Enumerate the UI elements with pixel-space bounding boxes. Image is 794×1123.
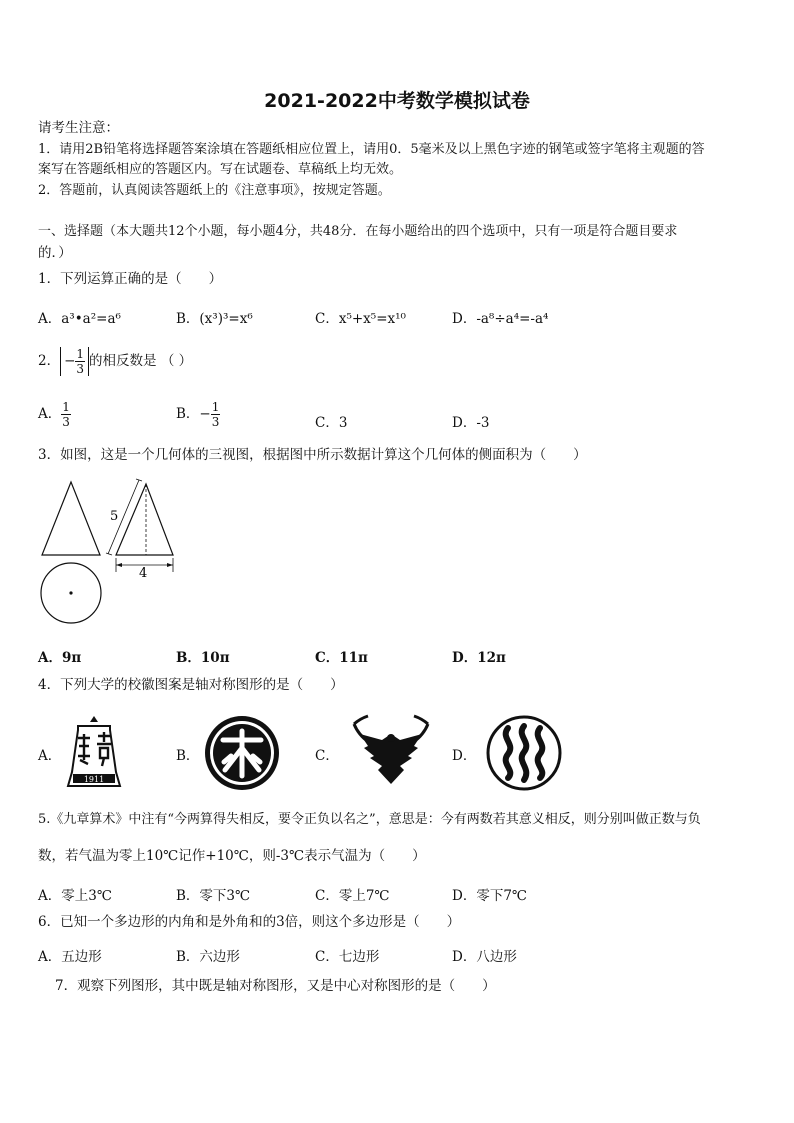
fraction-numerator: 1 bbox=[211, 400, 220, 414]
q1-option-b: B．(x³)³=x⁶ bbox=[176, 311, 253, 327]
q3-option-b: B．10π bbox=[176, 650, 230, 666]
q1-option-d: D．-a⁸÷a⁴=-a⁴ bbox=[452, 311, 549, 327]
q4-option-c-label: C． bbox=[315, 748, 339, 764]
q2-option-a-label: A． bbox=[38, 406, 62, 422]
q5-stem-line-2: 数，若气温为零上10℃记作+10℃，则-3℃表示气温为（ ） bbox=[38, 848, 426, 864]
q2-option-c: C．3 bbox=[315, 415, 348, 431]
slant-height-label: 5 bbox=[110, 509, 119, 524]
q2-number: 2． bbox=[38, 353, 61, 369]
q4-option-a-label: A． bbox=[38, 748, 62, 764]
q1-option-a: A．a³•a²=a⁶ bbox=[38, 311, 121, 327]
notice-line-3: 2．答题前，认真阅读答题纸上的《注意事项》，按规定答题。 bbox=[38, 183, 391, 198]
q6-option-c: C．七边形 bbox=[315, 949, 380, 965]
top-view bbox=[41, 563, 101, 623]
q2-stem-rest: 的相反数是 （ ） bbox=[89, 353, 193, 369]
q2-option-a-fraction bbox=[61, 400, 71, 429]
tsinghua-emblem-icon bbox=[64, 712, 124, 792]
q7-stem: 7．观察下列图形，其中既是轴对称图形，又是中心对称图形的是（ ） bbox=[55, 978, 496, 994]
q2-stem bbox=[38, 347, 192, 376]
fraction-denominator: 3 bbox=[211, 415, 220, 429]
q6-option-b: B．六边形 bbox=[176, 949, 240, 965]
fraction-denominator: 3 bbox=[62, 415, 70, 429]
q2-option-a bbox=[38, 400, 71, 429]
q6-option-a: A．五边形 bbox=[38, 949, 102, 965]
q5-stem-line-1: 5.《九章算术》中注有“今两算得失相反，要令正负以名之”，意思是：今有两数若其意义相反，则分别叫做正数与负 bbox=[38, 812, 701, 827]
q3-option-d: D．12π bbox=[452, 650, 506, 666]
q4-option-b-label: B． bbox=[176, 748, 200, 764]
q4-option-d-label: D． bbox=[452, 748, 477, 764]
q5-option-a: A．零上3℃ bbox=[38, 888, 112, 904]
q2-option-d: D．-3 bbox=[452, 415, 490, 431]
svg-text:1911: 1911 bbox=[83, 775, 105, 784]
eagle-emblem-icon bbox=[346, 712, 436, 792]
q3-option-c: C．11π bbox=[315, 650, 368, 666]
notice-line-2: 案写在答题纸相应的答题区内。写在试题卷、草稿纸上均无效。 bbox=[38, 162, 403, 177]
q2-option-b bbox=[176, 400, 220, 429]
three-views-figure bbox=[36, 472, 186, 630]
q2-fraction-denominator: 3 bbox=[76, 362, 85, 376]
peking-university-emblem-icon bbox=[203, 714, 281, 792]
q3-option-a: A．9π bbox=[38, 650, 82, 666]
q2-option-b-label: B． bbox=[176, 406, 200, 422]
wave-emblem-icon bbox=[484, 714, 564, 792]
q1-option-c: C．x⁵+x⁵=x¹⁰ bbox=[315, 311, 406, 327]
q6-option-d: D．八边形 bbox=[452, 949, 517, 965]
side-view bbox=[106, 479, 173, 581]
q1-stem: 1．下列运算正确的是（ ） bbox=[38, 271, 223, 287]
q5-option-c: C．零上7℃ bbox=[315, 888, 390, 904]
diameter-label: 4 bbox=[139, 566, 148, 581]
section-heading-line-1: 一、选择题（本大题共12个小题，每小题4分，共48分．在每小题给出的四个选项中，只有一项是符合题目要求 bbox=[38, 224, 678, 239]
q2-fraction bbox=[75, 347, 85, 376]
q4-stem: 4．下列大学的校徽图案是轴对称图形的是（ ） bbox=[38, 677, 344, 693]
fraction-numerator: 1 bbox=[62, 400, 70, 414]
absolute-value-expression bbox=[60, 347, 89, 376]
page-title: 2021-2022中考数学模拟试卷 bbox=[264, 90, 530, 112]
q6-stem: 6．已知一个多边形的内角和是外角和的3倍，则这个多边形是（ ） bbox=[38, 914, 461, 930]
q3-stem: 3．如图，这是一个几何体的三视图，根据图中所示数据计算这个几何体的侧面积为（ ） bbox=[38, 447, 587, 463]
q5-option-b: B．零下3℃ bbox=[176, 888, 251, 904]
front-view bbox=[42, 482, 100, 555]
q5-option-d: D．零下7℃ bbox=[452, 888, 528, 904]
q2-option-b-sign: − bbox=[199, 406, 211, 422]
notice-heading: 请考生注意： bbox=[38, 120, 119, 136]
q2-option-b-fraction bbox=[211, 400, 221, 429]
q2-negative-sign: − bbox=[64, 353, 76, 369]
section-heading-line-2: 的．） bbox=[38, 245, 72, 261]
notice-line-1: 1．请用2B铅笔将选择题答案涂填在答题纸相应位置上，请用0．5毫米及以上黑色字迹的钢笔或签字笔将主观题的答 bbox=[38, 142, 705, 157]
q2-fraction-numerator: 1 bbox=[76, 347, 85, 361]
